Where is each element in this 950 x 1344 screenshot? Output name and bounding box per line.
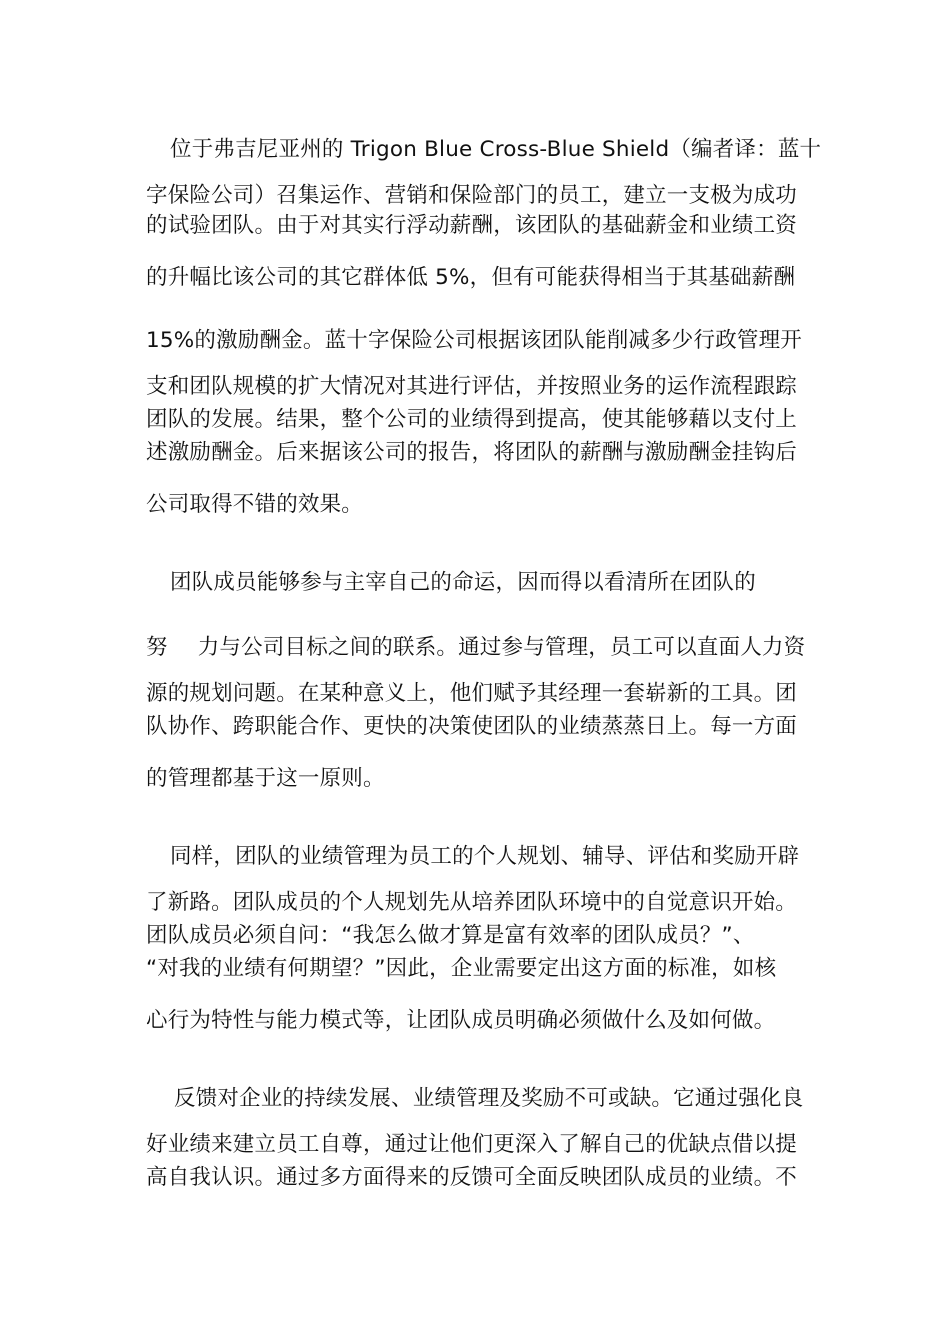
text-line: 的试验团队。由于对其实行浮动薪酬，该团队的基础薪金和业绩工资 [146,213,798,238]
text-fragment: 努 [146,635,168,660]
text-line: 字保险公司）召集运作、营销和保险部门的员工，建立一支极为成功 [146,183,798,208]
text-line: 的管理都基于这一原则。 [146,766,385,791]
text-line [146,633,816,663]
text-fragment: 力与公司目标之间的联系。通过参与管理，员工可以直面人力资 [197,635,806,660]
text-line: 团队成员必须自问：“我怎么做才算是富有效率的团队成员？”、 [146,923,755,948]
text-line: 位于弗吉尼亚州的 Trigon Blue Cross-Blue Shield（编者译：蓝十 [170,137,822,162]
text-line: 好业绩来建立员工自尊，通过让他们更深入了解自己的优缺点借以提 [146,1132,798,1157]
text-line: 团队的发展。结果，整个公司的业绩得到提高，使其能够藉以支付上 [146,407,798,432]
text-line: 的升幅比该公司的其它群体低 5%，但有可能获得相当于其基础薪酬 [146,265,796,290]
text-line: 源的规划问题。在某种意义上，他们赋予其经理一套崭新的工具。团 [146,681,798,706]
text-line: 公司取得不错的效果。 [146,492,364,517]
text-line: 同样，团队的业绩管理为员工的个人规划、辅导、评估和奖励开辟 [170,844,800,869]
text-line: 高自我认识。通过多方面得来的反馈可全面反映团队成员的业绩。不 [146,1165,798,1190]
text-line: 支和团队规模的扩大情况对其进行评估，并按照业务的运作流程跟踪 [146,374,798,399]
text-line: 了新路。团队成员的个人规划先从培养团队环境中的自觉意识开始。 [146,890,798,915]
text-line: 队协作、跨职能合作、更快的决策使团队的业绩蒸蒸日上。每一方面 [146,714,798,739]
text-line: 述激励酬金。后来据该公司的报告，将团队的薪酬与激励酬金挂钩后 [146,440,798,465]
text-line: “对我的业绩有何期望？”因此，企业需要定出这方面的标准，如核 [146,956,777,981]
text-line: 反馈对企业的持续发展、业绩管理及奖励不可或缺。它通过强化良 [174,1086,804,1111]
text-line: 15%的激励酬金。蓝十字保险公司根据该团队能削减多少行政管理开 [146,328,802,353]
text-line: 心行为特性与能力模式等，让团队成员明确必须做什么及如何做。 [146,1008,776,1033]
text-line: 团队成员能够参与主宰自己的命运，因而得以看清所在团队的 [170,570,756,595]
